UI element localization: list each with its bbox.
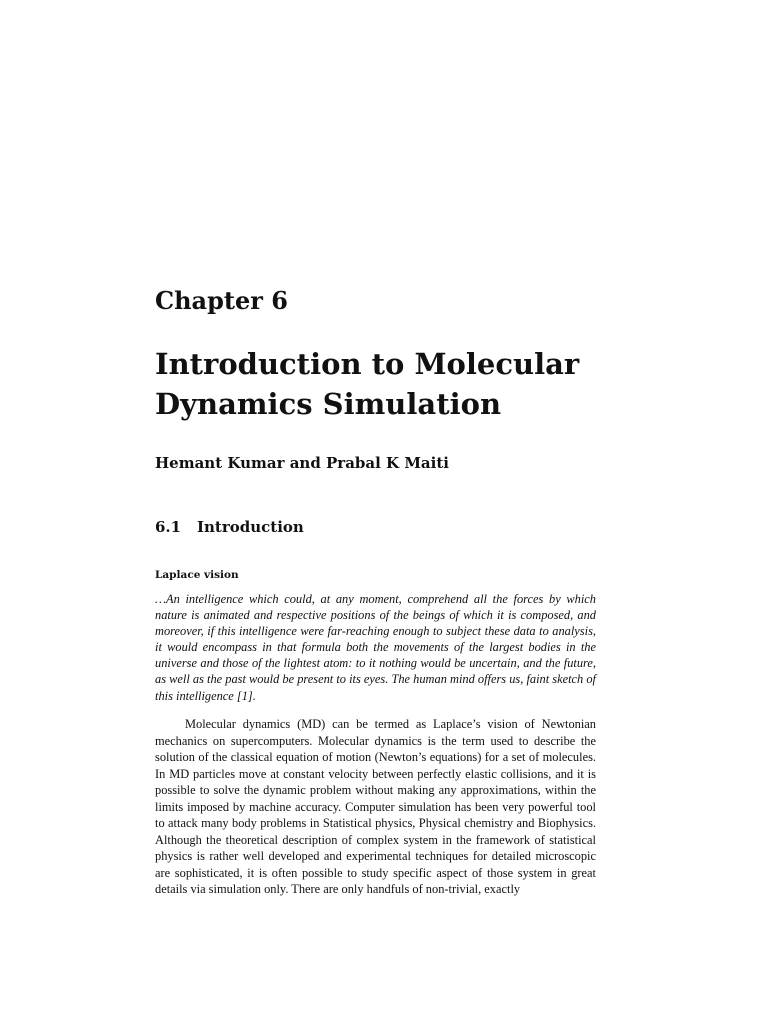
paragraph-heading: Laplace vision <box>155 569 239 581</box>
body-paragraph: Molecular dynamics (MD) can be termed as Laplace’s vision of Newtonian mechanics on supercomputers. Molecular dynamics is the term used to describe the solution of the classical equation of motion (Newton’s equations) for a set of molecules. In MD particles move at constant velocity between perfectly elastic collisions, and it is possible to solve the dynamic problem without making any approximations, within the limits imposed by machine accuracy. Computer simulation has been very powerful tool to attack many body problems in Statistical physics, Physical chemistry and Biophysics. Although the theoretical description of complex system in the framework of statistical physics is rather well developed and experimental techniques for detailed microscopic are sophisticated, it is often possible to study specific aspect of those system in great details via simulation only. There are only handfuls of non-trivial, exactly <box>155 717 596 896</box>
chapter-authors: Hemant Kumar and Prabal K Maiti <box>155 454 449 472</box>
document-page <box>155 0 596 1024</box>
chapter-title: Introduction to Molecular Dynamics Simulation <box>155 347 580 421</box>
chapter-label: Chapter 6 <box>155 286 288 315</box>
section-heading <box>155 517 304 537</box>
laplace-quote: …An intelligence which could, at any moment, comprehend all the forces by which nature is animated and respective positions of the beings of which it is composed, and moreover, if this intelligence were far-reaching enough to subject these data to analysis, it would encompass in that formula both the movements of the largest bodies in the universe and those of the lightest atom: to it nothing would be uncertain, and the future, as well as the past would be present to its eyes. The human mind offers us, faint sketch of this intelligence [1]. <box>155 592 596 703</box>
section-title: Introduction <box>197 518 304 536</box>
section-number: 6.1 <box>155 518 182 536</box>
